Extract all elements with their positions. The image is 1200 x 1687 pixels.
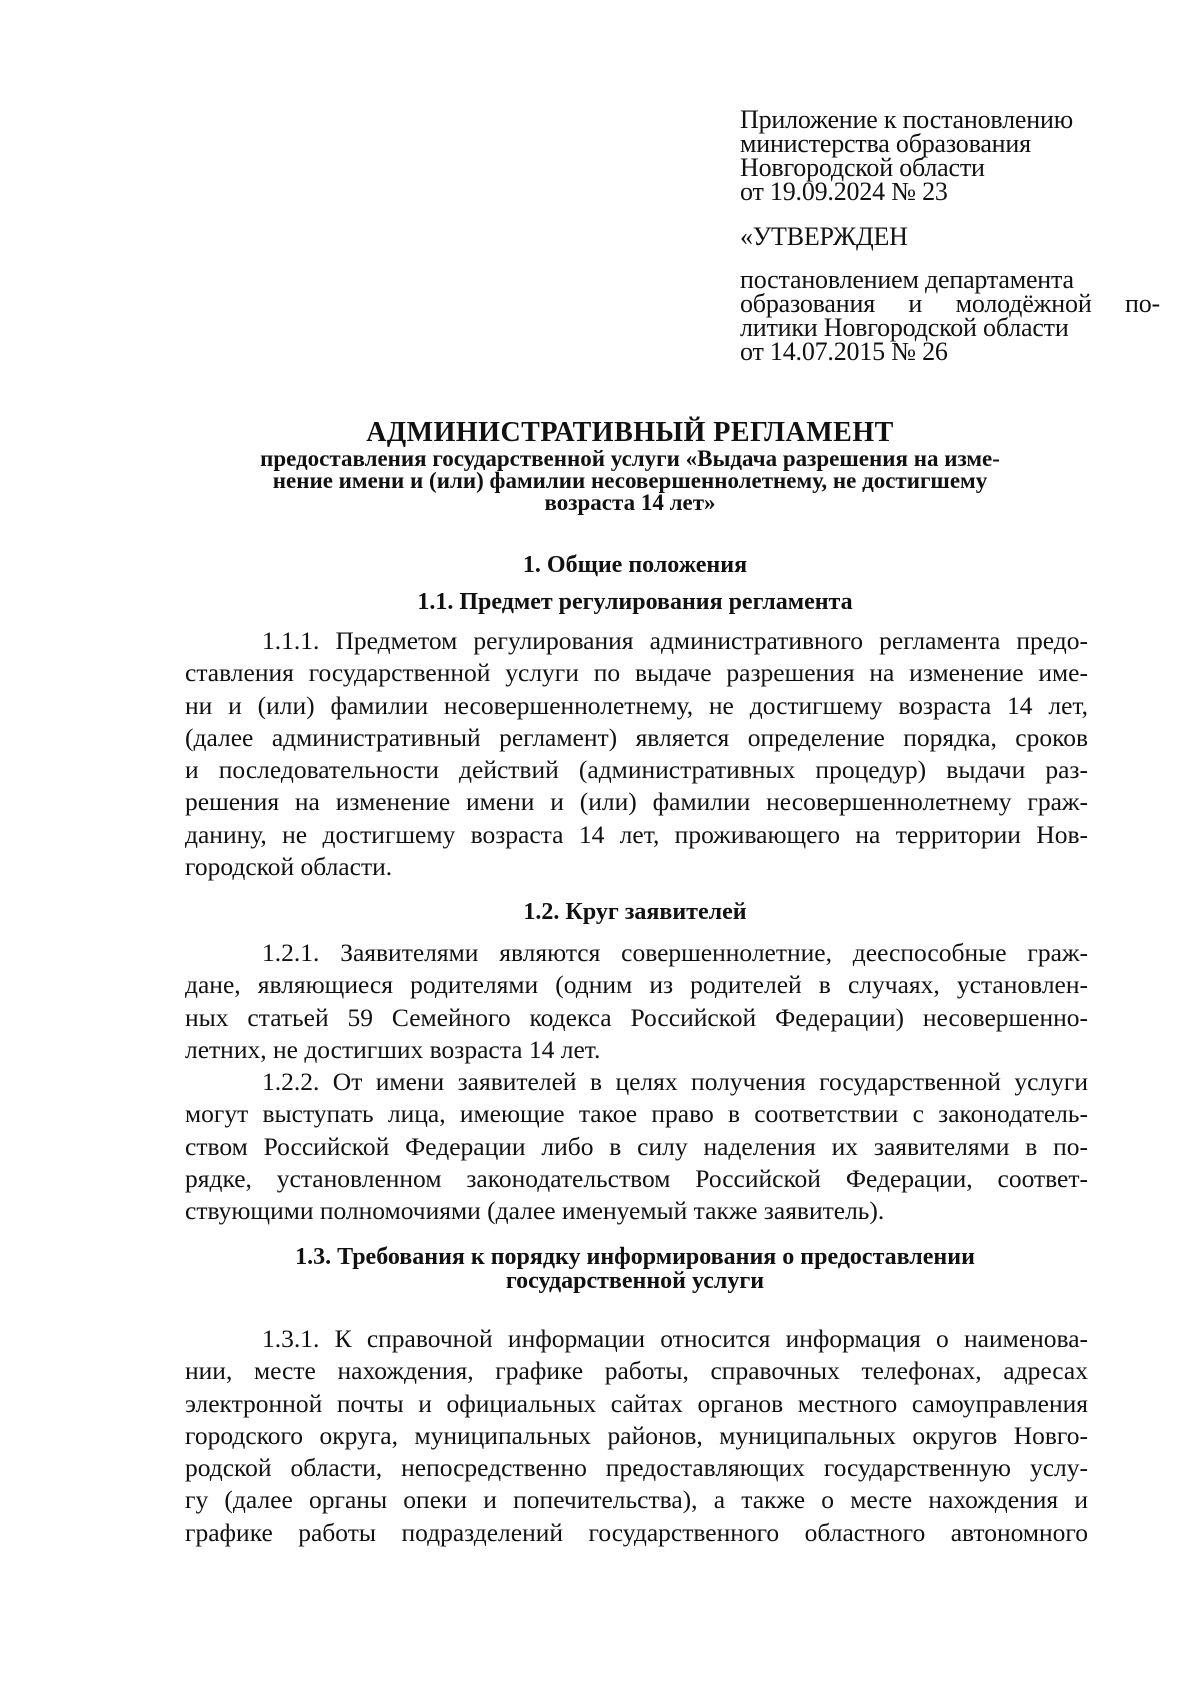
paragraph-line: 1.1.1. Предметом регулирования административного регламента предо- [262,626,1088,655]
paragraph-line: ствующими полномочиями (далее именуемый также заявитель). [185,1196,885,1226]
document-title [180,418,1080,514]
paragraph-line: ных статьей 59 Семейного кодекса Российской Федерации) несовершенно- [185,1002,1088,1032]
paragraph-line: 1.3.1. К справочной информации относится информация о наименова- [262,1324,1088,1353]
paragraph-line: электронной почты и официальных сайтах органов местного самоуправления [185,1388,1088,1418]
paragraph-1-2-2 [185,1066,1088,1227]
paragraph-line: ством Российской Федерации либо в силу наделения их заявителями в по- [185,1131,1088,1161]
paragraph-line: 1.2.1. Заявителями являются совершеннолетние, дееспособные граж- [262,938,1088,967]
section-heading-1-1 [180,588,1090,616]
title-sub-line: предоставления государственной услуги «Выдача разрешения на изме- [260,446,1000,471]
section-heading-text: 1.2. Круг заявителей [523,899,747,925]
appendix-header [740,105,1160,206]
paragraph-line: городской области. [185,852,393,882]
title-subtitle [180,448,1080,514]
title-main: АДМИНИСТРАТИВНЫЙ РЕГЛАМЕНТ [366,417,894,448]
paragraph-line: данину, не достигшему возраста 14 лет, проживающего на территории Нов- [185,819,1088,849]
paragraph-line: гу (далее органы опеки и попечительства), а также о месте нахождения и [185,1485,1088,1515]
paragraph-line: ни и (или) фамилии несовершеннолетнему, не достигшему возраста 14 лет, [185,690,1088,720]
paragraph-line: летних, не достигших возраста 14 лет. [185,1034,601,1064]
paragraph-line: решения на изменение имени и (или) фамилии несовершеннолетнему граж- [185,787,1088,817]
paragraph-line: родской области, непосредственно предоставляющих государственную услу- [185,1453,1088,1483]
appendix-line: Новгородской области [740,153,985,182]
paragraph-line: (далее административный регламент) является определение порядка, сроков [185,722,1088,752]
paragraph-line: и последовательности действий (административных процедур) выдачи раз- [185,755,1088,785]
appendix-line: от 19.09.2024 № 23 [740,177,948,206]
paragraph-line: графике работы подразделений государственного областного автономного [185,1517,1088,1547]
section-heading-1-2 [180,898,1090,926]
title-sub-line: возраста 14 лет» [544,490,716,515]
section-heading-text: государственной услуги [505,1268,765,1294]
section-heading-1 [180,551,1090,579]
approved-line: постановлением департамента [740,265,1074,294]
title-sub-line: нение имени и (или) фамилии несовершеннолетнему, не достигшему [272,468,988,493]
section-heading-1-3 [180,1245,1090,1293]
section-heading-text: 1. Общие положения [522,552,748,578]
approved-by-block [740,265,1160,366]
section-heading-text: 1.1. Предмет регулирования регламента [417,589,853,615]
paragraph-line: нии, месте нахождения, графике работы, справочных телефонах, адресах [185,1356,1088,1386]
section-heading-text: 1.3. Требования к порядку информирования о предоставлении [295,1244,975,1270]
paragraph-1-1-1 [185,625,1088,883]
approved-line: от 14.07.2015 № 26 [740,337,948,366]
approved-line: образования и молодёжной по- [740,289,1160,318]
paragraph-1-2-1 [185,937,1088,1066]
paragraph-line: ставления государственной услуги по выдаче разрешения на изменение име- [185,658,1088,688]
appendix-line: министерства образования [740,129,1031,158]
appendix-line: Приложение к постановлению [740,105,1073,134]
approved-label [740,222,1160,251]
paragraph-line: 1.2.2. От имени заявителей в целях получения государственной услуги [262,1067,1088,1096]
approved-label-text: «УТВЕРЖДЕН [740,222,908,251]
paragraph-line: городского округа, муниципальных районов, муниципальных округов Новго- [185,1420,1088,1450]
paragraph-line: дане, являющиеся родителями (одним из родителей в случаях, установлен- [185,970,1088,1000]
paragraph-line: могут выступать лица, имеющие такое право в соответствии с законодатель- [185,1099,1088,1129]
paragraph-1-3-1 [185,1323,1088,1549]
paragraph-line: рядке, установленном законодательством Российской Федерации, соответ- [185,1163,1088,1193]
approved-line: литики Новгородской области [740,313,1069,342]
